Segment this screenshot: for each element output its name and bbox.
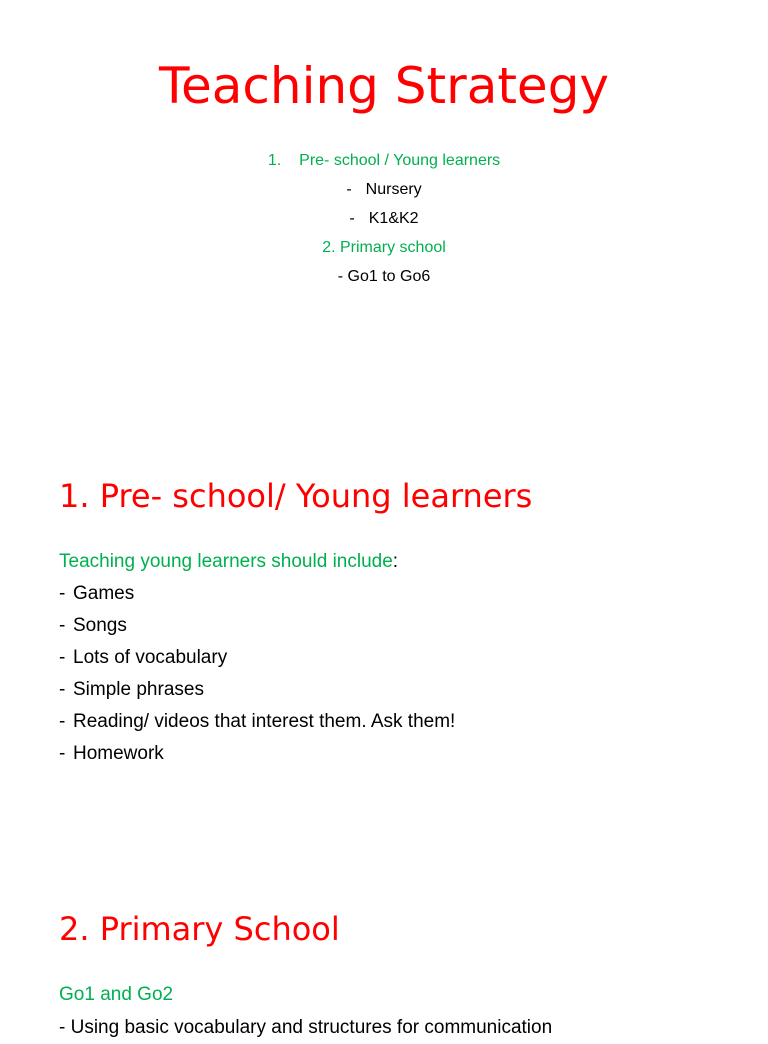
list-item: - Songs	[59, 615, 127, 636]
section-heading: 2. Primary School	[59, 910, 340, 948]
outline-item-1-label: Pre- school / Young learners	[299, 152, 501, 169]
outline-subitem-go1-go6: - Go1 to Go6	[337, 268, 431, 285]
section-first-line: - Using basic vocabulary and structures for communication	[59, 1017, 553, 1038]
section-young-learners	[59, 476, 532, 770]
young-learners-list	[59, 578, 532, 770]
intro-colon: :	[392, 551, 399, 572]
section-heading: 1. Pre- school/ Young learners	[59, 477, 533, 515]
section-subheading: Go1 and Go2	[59, 984, 174, 1005]
outline-subitem-label: K1&K2	[368, 210, 419, 227]
list-item: - Games	[59, 583, 135, 604]
page-title: Teaching Strategy	[158, 57, 610, 115]
dash-bullet: -	[346, 181, 352, 198]
list-item: - Reading/ videos that interest them. Ask them!	[59, 711, 456, 732]
dash-bullet: -	[349, 210, 355, 227]
outline-subitem-k1k2	[0, 206, 768, 235]
list-item: - Lots of vocabulary	[59, 647, 228, 668]
outline-subitem-nursery	[0, 177, 768, 206]
list-item: - Simple phrases	[59, 679, 204, 700]
outline-item-1	[0, 148, 768, 177]
outline-item-2: 2. Primary school	[322, 239, 446, 256]
intro-text: Teaching young learners should include	[59, 551, 393, 572]
outline-list	[0, 148, 768, 293]
outline-item-1-number: 1.	[267, 152, 282, 169]
section-intro	[59, 546, 532, 578]
outline-subitem-label: Nursery	[365, 181, 422, 198]
list-item: - Homework	[59, 743, 164, 764]
